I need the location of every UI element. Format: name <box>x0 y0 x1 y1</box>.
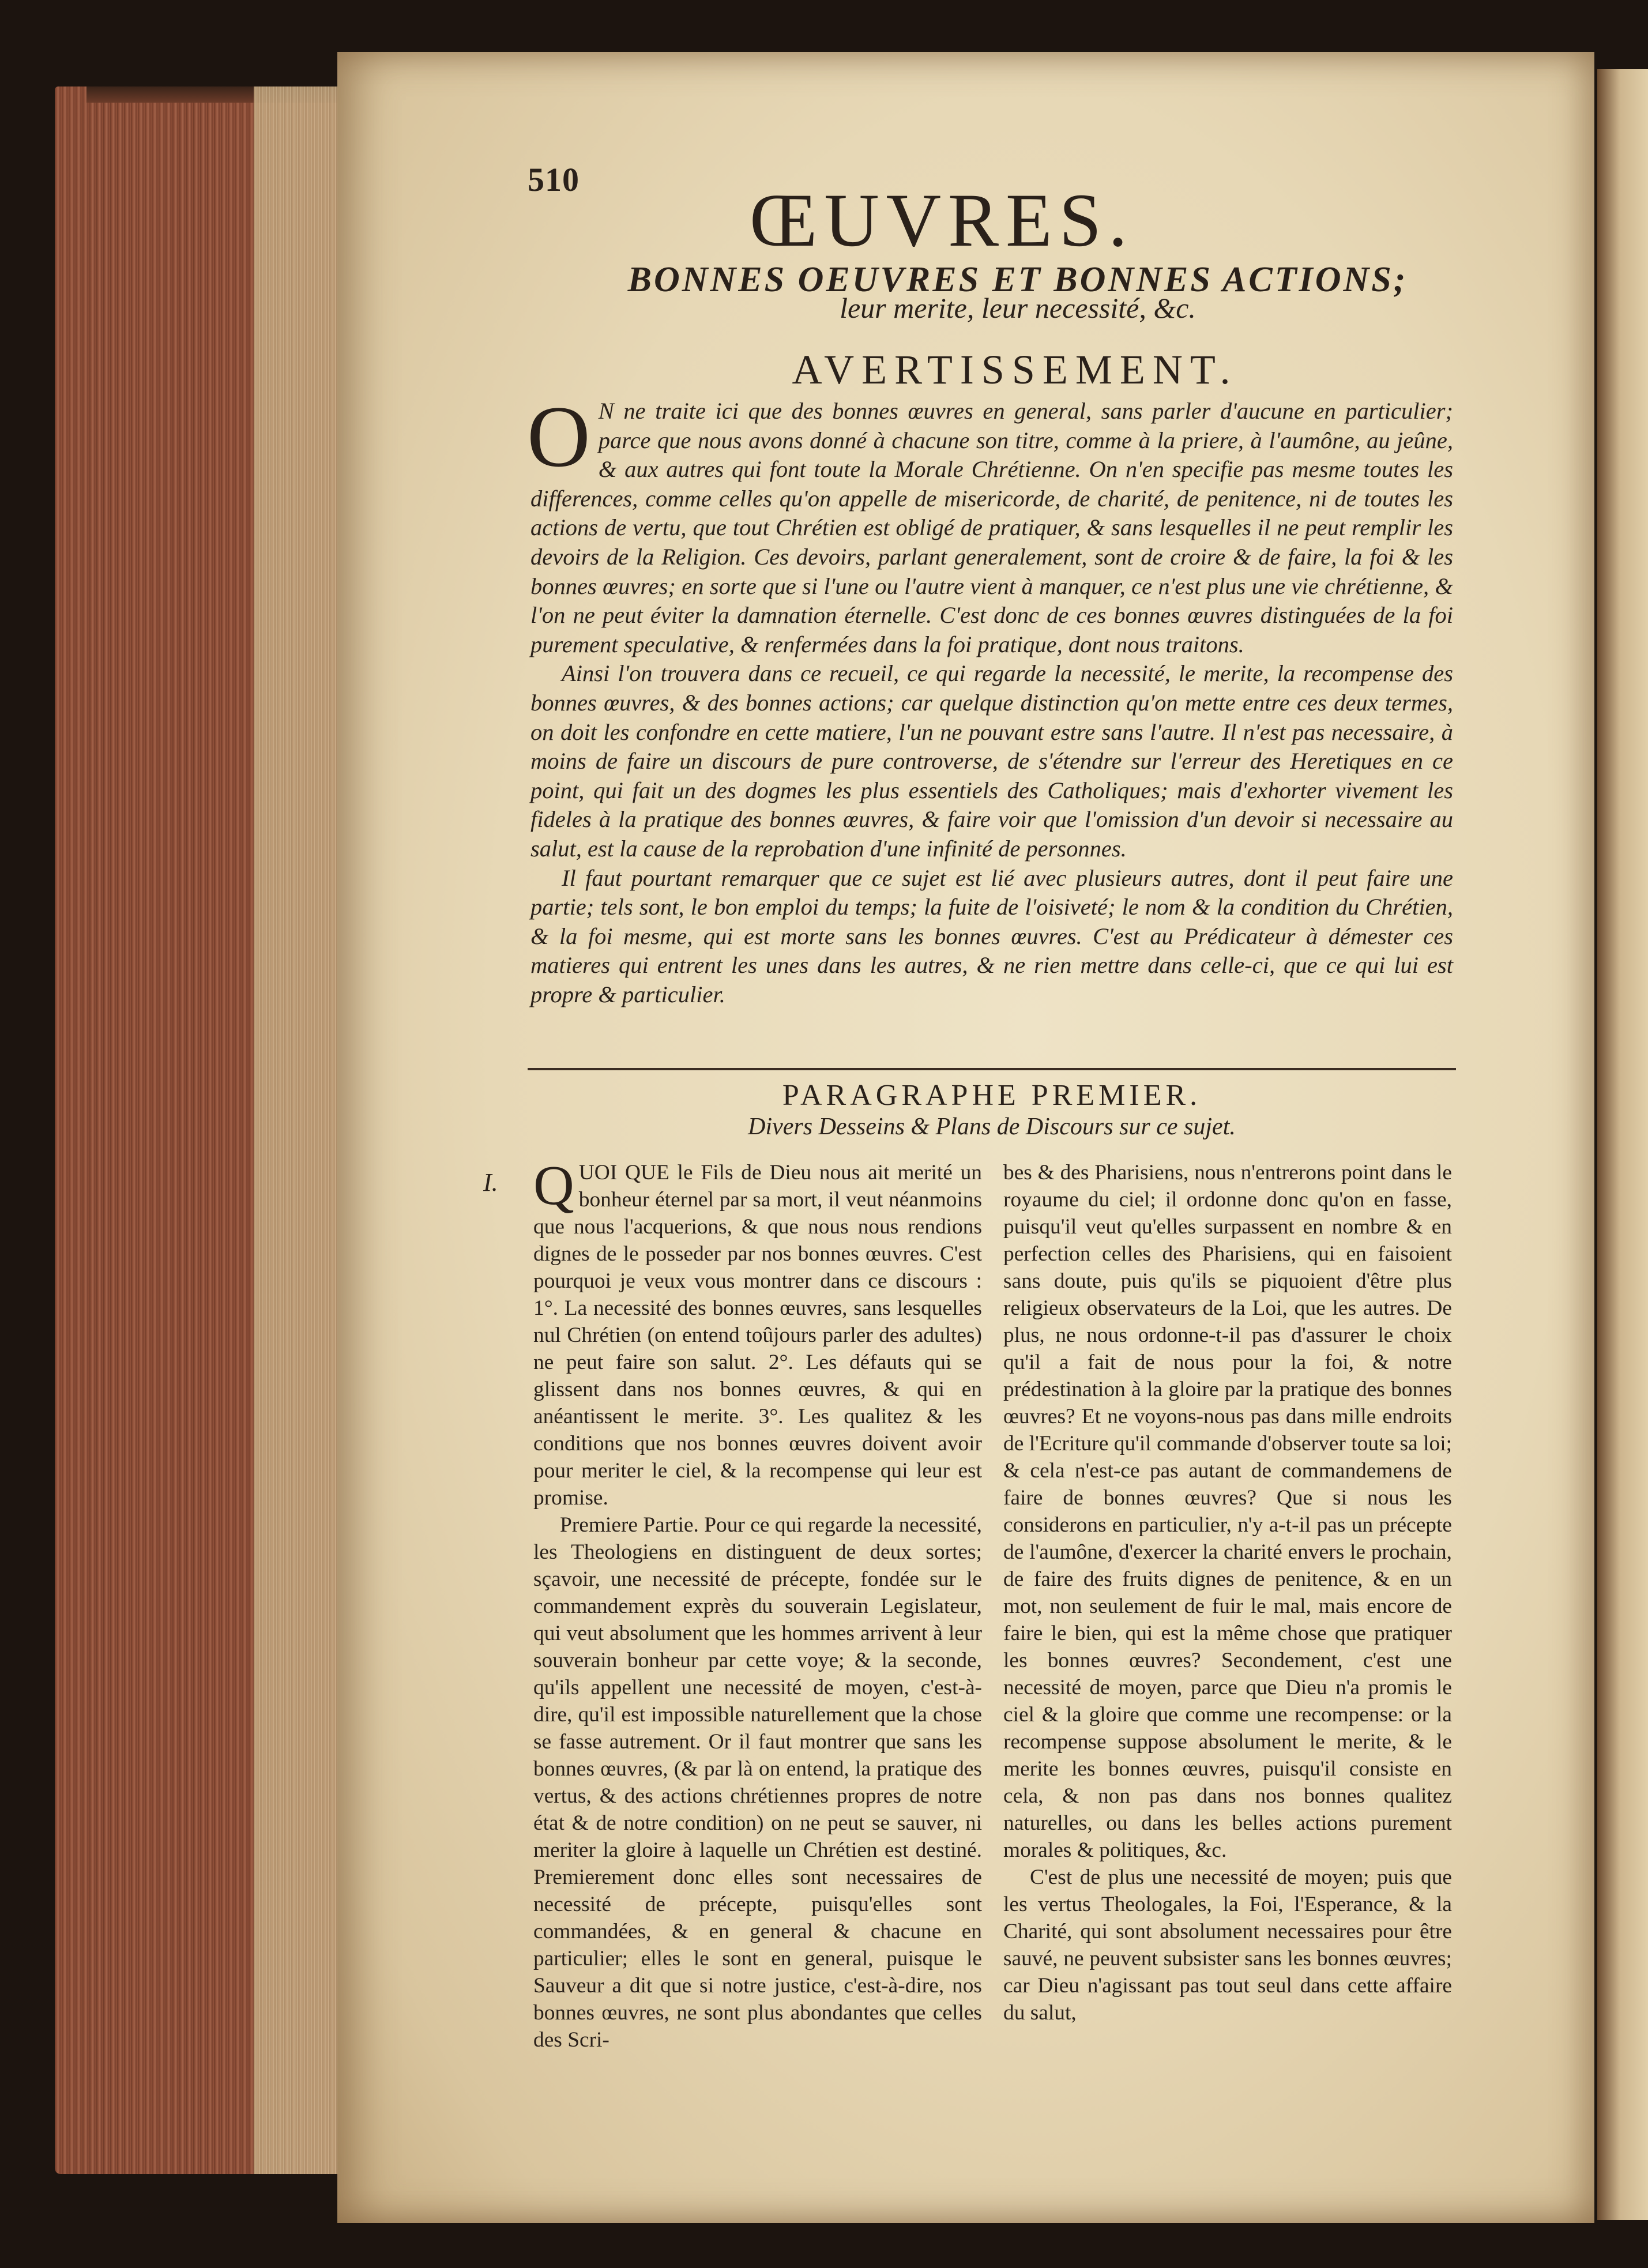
section-divider <box>528 1068 1456 1070</box>
subtitle-line-2: leur merite, leur necessité, &c. <box>840 292 1196 324</box>
facing-page-strip <box>1597 69 1648 2220</box>
margin-number: I. <box>483 1168 498 1197</box>
intro-drop-cap: O <box>527 388 590 485</box>
paragraph-heading: PARAGRAPHE PREMIER. <box>782 1079 1202 1112</box>
intro-paragraph-1: N ne traite ici que des bonnes œuvres en general, sans parler d'aucune en particulier; parce que nous avons donné à chacune son titre, comme à la priere, à l'aumône, au jeûne, & aux autres qui font toute la Morale Chrétienne. On n'en specifie pas mesme toutes les differences, comme celles qu'on appelle de misericorde, de charité, de penitence, ni de toutes les actions de vertu, que tout Chrétien est obligé de pratiquer, & sans lesquelles il ne peut remplir les devoirs de la Religion. Ces devoirs, parlant generalement, sont de croire & de faire, la foi & les bonnes œuvres; en sorte que si l'une ou l'autre vient à manquer, ce n'est plus une vie chrétienne, & l'on ne peut éviter la damnation éternelle. C'est donc de ces bonnes œuvres distinguées de la foi purement speculative, & renfermées dans la foi pratique, dont nous traitons. <box>530 398 1453 657</box>
page-title: ŒUVRES. <box>750 178 1135 262</box>
left-column <box>533 1154 982 2053</box>
intro-paragraph-2: Ainsi l'on trouvera dans ce recueil, ce qui regarde la necessité, le merite, la recompense des bonnes œuvres, & des bonnes actions; car quelque distinction qu'on mette entre ces deux termes, on doit les confondre en cette matiere, l'un ne pouvant estre sans l'autre. Il n'est pas necessaire, à moins de faire un discours de pure controverse, de s'étendre sur l'erreur des Heretiques en ce point, qui fait un des dogmes les plus essentiels des Catholiques; mais d'exhorter vivement les fideles à la pratique des bonnes œuvres, & faire voir que l'omission d'un devoir si necessaire au salut, est la cause de la reprobation d'une infinité de personnes. <box>530 660 1453 862</box>
intro-paragraph-3: Il faut pourtant remarquer que ce sujet est lié avec plusieurs autres, dont il peut faire une partie; tels sont, le bon emploi du temps; la fuite de l'oisiveté; le nom & la condition du Chrétien, & la foi mesme, qui est morte sans les bonnes œuvres. C'est au Prédicateur à démester ces matieres qui entrent les unes dans les autres, & ne rien mettre dans celle-ci, que ce qui lui est propre & particulier. <box>530 864 1453 1007</box>
right-paragraph-2: C'est de plus une necessité de moyen; puis que les vertus Theologales, la Foi, l'Esperance, & la Charité, qui sont absolument necessaires pour être sauvé, ne peuvent subsister sans les bonnes œuvres; car Dieu n'agissant pas tout seul dans cette affaire du salut, <box>1003 1865 1452 2025</box>
right-column <box>1003 1159 1452 2026</box>
subtitle-line-1: BONNES OEUVRES ET BONNES ACTIONS; <box>627 260 1408 299</box>
paragraph-subheading: Divers Desseins & Plans de Discours sur ce sujet. <box>748 1114 1236 1140</box>
right-paragraph-1: bes & des Pharisiens, nous n'entrerons point dans le royaume du ciel; il ordonne donc qu'on en fasse, puisqu'il veut qu'elles surpassent en nombre & en perfection celles des Pharisiens, qui en faisoient sans doute, puis qu'ils se piquoient d'être plus religieux observateurs de la Loi, que les autres. De plus, ne nous ordonne-t-il pas d'assurer le choix qu'il a fait de nous pour la foi, & notre prédestination à la gloire par la pratique des bonnes œuvres? Et ne voyons-nous pas dans mille endroits de l'Ecriture qu'il commande d'observer toute sa loi; & cela n'est-ce pas autant de commandemens de faire de bonnes œuvres? Que si nous les considerons en particulier, n'y a-t-il pas un précepte de l'aumône, d'exercer la charité envers le prochain, de faire des fruits dignes de penitence, & en un mot, non seulement de fuir le mal, mais encore de faire le bien, qui est la même chose que pratiquer les bonnes œuvres? Secondement, c'est une necessité de moyen, parce que Dieu n'a promis le ciel & la gloire que comme une recompense: or la recompense suppose absolument le merite, & le merite les bonnes œuvres, puisqu'il consiste en cela, & non pas dans nos bonnes qualitez naturelles, ou dans les belles actions purement morales & politiques, &c. <box>1003 1161 1452 1862</box>
left-drop-cap: Q <box>533 1154 574 1217</box>
avertissement-heading: AVERTISSEMENT. <box>792 347 1238 393</box>
left-paragraph-1: UOI QUE le Fils de Dieu nous ait merité un bonheur éternel par sa mort, il veut néanmoins que nous l'acquerions, & que nous nous rendions dignes de le posseder par nos bonnes œuvres. C'est pourquoi je veux vous montrer dans ce discours : 1°. La necessité des bonnes œuvres, sans lesquelles nul Chrétien (on entend toûjours parler des adultes) ne peut faire son salut. 2°. Les défauts qui se glissent dans nos bonnes œuvres, & qui en anéantissent le merite. 3°. Les qualitez & les conditions que nos bonnes œuvres doivent avoir pour meriter le ciel, & la recompense qui leur est promise. <box>533 1161 982 1510</box>
intro-text <box>527 388 1453 1009</box>
left-paragraph-2: Premiere Partie. Pour ce qui regarde la necessité, les Theologiens en distinguent de deux sortes; sçavoir, une necessité de précepte, fondée sur le commandement exprès du souverain Legislateur, qui veut absolument que les hommes arrivent à leur souverain bonheur par cette voye; & la seconde, qu'ils appellent une necessité de moyen, c'est-à-dire, qu'il est impossible naturellement que la chose se fasse autrement. Or il faut montrer que sans les bonnes œuvres, (& par là on entend, la pratique des vertus, & des actions chrétiennes propres de notre état & de notre condition) on ne peut se sauver, ni meriter la gloire à laquelle un Chrétien est destiné. Premierement donc elles sont necessaires de necessité de précepte, puisqu'elles sont commandées, & en general & chacune en particulier; elles le sont en general, puisque le Sauveur a dit que si notre justice, c'est-à-dire, nos bonnes œuvres, ne sont plus abondantes que celles des Scri- <box>533 1513 982 2052</box>
page-stack-edge <box>254 86 349 2174</box>
page-number: 510 <box>528 161 580 198</box>
